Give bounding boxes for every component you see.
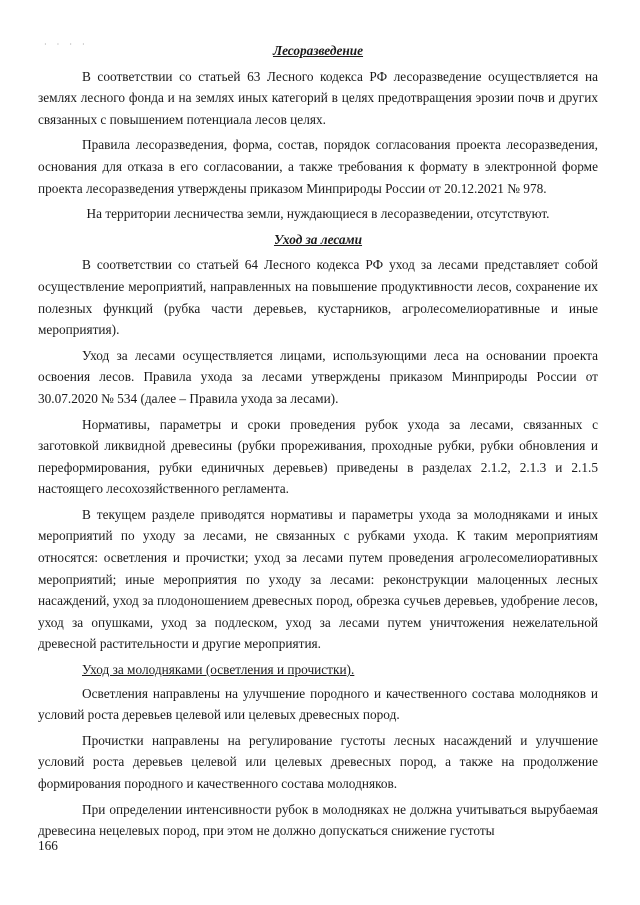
paragraph: При определении интенсивности рубок в молодняках не должна учитываться вырубаемая древесина нецелевых пород, при этом не должно допускаться снижение густоты — [38, 801, 598, 839]
subheading-young-stands: Уход за молодняками (осветления и прочистки). — [82, 662, 355, 678]
paragraph: В соответствии со статьей 64 Лесного кодекса РФ уход за лесами представляет собой осуществление мероприятий, направленных на повышение продуктивности лесов, сохранение их полезных функций (рубка части деревьев, кустарников, агролесомелиоративные и иные мероприятия). — [38, 257, 598, 338]
paragraph: Осветления направлены на улучшение породного и качественного состава молодняков и условий роста деревьев целевой или целевых древесных пород. — [38, 685, 598, 723]
section-title-afforestation: Лесоразведение — [272, 43, 364, 58]
scan-specks: · · · · — [44, 40, 89, 49]
paragraph: Прочистки направлены на регулирование густоты лесных насаждений и улучшение условий роста деревьев целевой или целевых древесных пород, а также на продолжение формирования породного и качественного состава молодняков. — [38, 732, 598, 791]
paragraph: Уход за лесами осуществляется лицами, использующими леса на основании проекта освоения лесов. Правила ухода за лесами утверждены приказом Минприроды России от 30.07.2020 № 534 (далее – Правила ухода за лесами). — [38, 347, 598, 406]
paragraph: В текущем разделе приводятся нормативы и параметры ухода за молодняками и иных мероприятий по уходу за лесами, не связанных с рубками ухода. К таким мероприятиям относятся: осветления и прочистки; уход за лесами путем проведения агролесомелиоративных мероприятий; иные мероприятия по уходу за лесами: реконструкции малоценных лесных насаждений, уход за плодоношением древесных пород, обрезка сучьев деревьев, удобрение лесов, уход за опушками, уход за подлеском, уход за лесами путем уничтожения нежелательной древесной растительности и другие мероприятия. — [38, 506, 598, 652]
document-page — [38, 40, 598, 846]
afforestation-note: На территории лесничества земли, нуждающиеся в лесоразведении, отсутствуют. — [86, 206, 550, 222]
section-title-forest-care: Уход за лесами — [273, 231, 363, 247]
paragraph: Правила лесоразведения, форма, состав, порядок согласования проекта лесоразведения, основания для отказа в его согласовании, а также требования к формату в электронной форме проекта лесоразведения утверждены приказом Минприроды России от 20.12.2021 № 978. — [38, 137, 598, 196]
paragraph: Нормативы, параметры и сроки проведения рубок ухода за лесами, связанных с заготовкой ликвидной древесины (рубки прореживания, проходные рубки, рубки обновления и переформирования, рубки единичных деревьев) приведены в разделах 2.1.2, 2.1.3 и 2.1.5 настоящего лесохозяйственного регламента. — [38, 416, 598, 497]
page-number: 166 — [38, 838, 58, 853]
paragraph: В соответствии со статьей 63 Лесного кодекса РФ лесоразведение осуществляется на землях лесного фонда и на землях иных категорий в целях предотвращения эрозии почв и других связанных с повышением потенциала лесов целях. — [38, 68, 598, 127]
